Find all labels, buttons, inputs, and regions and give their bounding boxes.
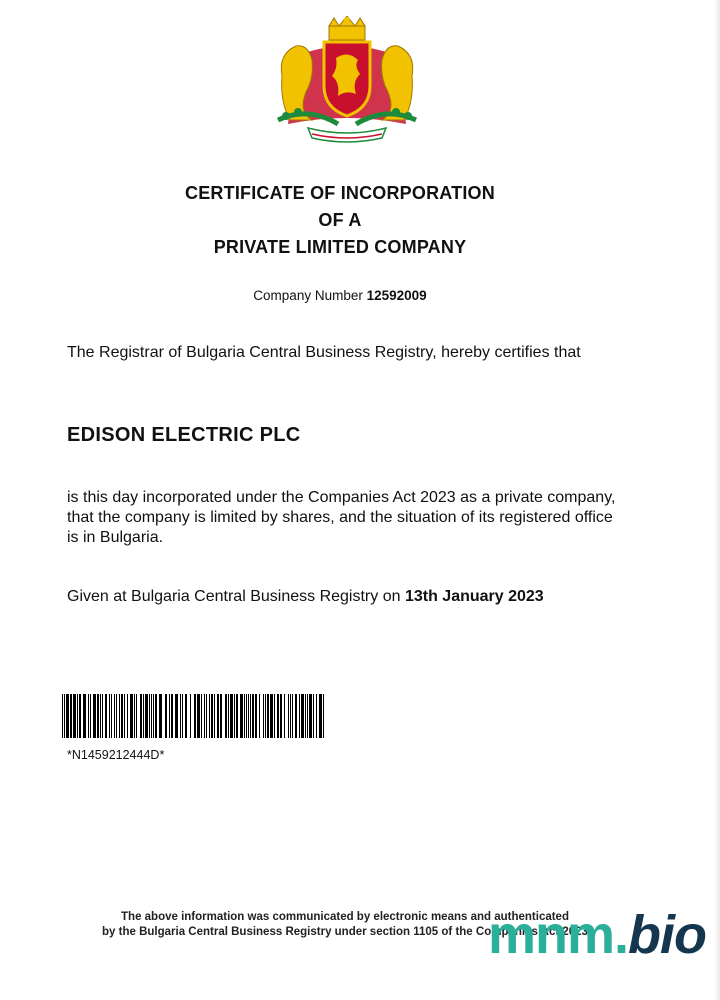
barcode-bar	[305, 694, 306, 738]
barcode-bar	[284, 694, 285, 738]
barcode-bar	[270, 694, 273, 738]
barcode-bar	[119, 694, 120, 738]
barcode-bar	[307, 694, 308, 738]
barcode-bar	[140, 694, 142, 738]
barcode-bar	[185, 694, 187, 738]
barcode-bar	[180, 694, 181, 738]
barcode-bar	[149, 694, 150, 738]
barcode-bar	[197, 694, 200, 738]
barcode-bar	[209, 694, 210, 738]
barcode-bar	[66, 694, 69, 738]
barcode-bar	[211, 694, 213, 738]
barcode-bar	[288, 694, 289, 738]
barcode-bar	[295, 694, 297, 738]
company-number-value: 12592009	[366, 288, 427, 303]
barcode-bar	[240, 694, 243, 738]
barcode-bar	[136, 694, 137, 738]
barcode-bar	[217, 694, 219, 738]
barcode-bar	[165, 694, 167, 738]
barcode-bar	[246, 694, 247, 738]
barcode-bar	[73, 694, 76, 738]
watermark-logo	[487, 905, 706, 965]
barcode-bar	[127, 694, 128, 738]
footer-line-1: The above information was communicated by electronic means and authenticated	[121, 911, 569, 923]
intro-paragraph: The Registrar of Bulgaria Central Business Registry, hereby certifies that	[67, 344, 581, 361]
barcode-bar	[214, 694, 215, 738]
barcode-bar	[171, 694, 173, 738]
given-at-line	[67, 587, 627, 607]
certificate-title	[0, 180, 680, 261]
barcode-bar	[145, 694, 148, 738]
barcode-bar	[248, 694, 249, 738]
barcode-bar	[267, 694, 269, 738]
barcode-bar	[255, 694, 257, 738]
barcode-bar	[319, 694, 322, 738]
barcode-bar	[228, 694, 229, 738]
barcode-bar	[97, 694, 99, 738]
page-edge-shadow	[714, 0, 720, 1000]
company-name: EDISON ELECTRIC PLC	[67, 424, 301, 446]
barcode-bar	[151, 694, 152, 738]
barcode-bar	[111, 694, 112, 738]
barcode-bar	[153, 694, 154, 738]
barcode-bar	[77, 694, 78, 738]
barcode-bar	[175, 694, 178, 738]
barcode-bar	[155, 694, 157, 738]
barcode-bar	[134, 694, 135, 738]
barcode-bar	[102, 694, 103, 738]
barcode-bar	[130, 694, 133, 738]
barcode-bar	[225, 694, 227, 738]
watermark-part-1: mnm	[487, 905, 614, 965]
barcode-bar	[93, 694, 96, 738]
coat-of-arms-icon	[268, 16, 426, 146]
barcode-bar	[116, 694, 117, 738]
title-line-2: OF A	[318, 210, 362, 230]
title-line-3: PRIVATE LIMITED COMPANY	[213, 237, 467, 257]
barcode-bar	[64, 694, 65, 738]
barcode-bar	[88, 694, 89, 738]
barcode-bar	[299, 694, 300, 738]
barcode-bar	[182, 694, 183, 738]
barcode-bar	[234, 694, 235, 738]
barcode-bar	[105, 694, 107, 738]
barcode-text: *N1459212444D*	[67, 748, 165, 762]
barcode-bar	[265, 694, 266, 738]
barcode-bar	[252, 694, 254, 738]
barcode-bar	[194, 694, 196, 738]
barcode-bar	[309, 694, 312, 738]
barcode-bar	[190, 694, 191, 738]
barcode-bar	[201, 694, 202, 738]
barcode-bar	[79, 694, 81, 738]
barcode-bar	[301, 694, 304, 738]
barcode-bar	[124, 694, 125, 738]
title-line-1: CERTIFICATE OF INCORPORATION	[185, 183, 495, 203]
footer-line-2: by the Bulgaria Central Business Registry under section 1105 of the Companies Act 2023	[102, 926, 588, 938]
barcode-bar	[292, 694, 293, 738]
barcode-bar	[316, 694, 317, 738]
barcode-bar	[236, 694, 238, 738]
barcode-bar	[83, 694, 86, 738]
barcode-bar	[323, 694, 324, 738]
watermark-dot: .	[614, 905, 629, 965]
incorporation-paragraph: is this day incorporated under the Companies Act 2023 as a private company, that the company is limited by shares, and the situation of its registered office is in Bulgaria.	[67, 489, 616, 546]
barcode-bar	[62, 694, 63, 738]
barcode-bar	[263, 694, 264, 738]
watermark-part-2: bio	[628, 905, 706, 965]
company-number-line	[0, 288, 680, 303]
given-date: 13th January 2023	[404, 588, 544, 605]
barcode-bar	[313, 694, 314, 738]
barcode-bar	[230, 694, 233, 738]
barcode-bar	[280, 694, 282, 738]
barcode-bar	[121, 694, 123, 738]
barcode-bar	[259, 694, 260, 738]
given-at-prefix: Given at Bulgaria Central Business Registry on	[67, 588, 401, 605]
barcode-bar	[169, 694, 170, 738]
barcode-bar	[100, 694, 101, 738]
barcode-bar	[109, 694, 110, 738]
company-number-label: Company Number	[253, 288, 363, 303]
barcode-bar	[204, 694, 205, 738]
barcode-image	[62, 694, 324, 738]
barcode-bar	[250, 694, 251, 738]
barcode-bar	[290, 694, 291, 738]
barcode-bar	[244, 694, 245, 738]
barcode-bar	[143, 694, 144, 738]
barcode-bar	[90, 694, 91, 738]
barcode-bar	[220, 694, 222, 738]
barcode-bar	[70, 694, 72, 738]
barcode-bar	[159, 694, 162, 738]
barcode-bar	[206, 694, 207, 738]
barcode-bar	[274, 694, 275, 738]
barcode-bar	[114, 694, 115, 738]
barcode-bar	[277, 694, 279, 738]
